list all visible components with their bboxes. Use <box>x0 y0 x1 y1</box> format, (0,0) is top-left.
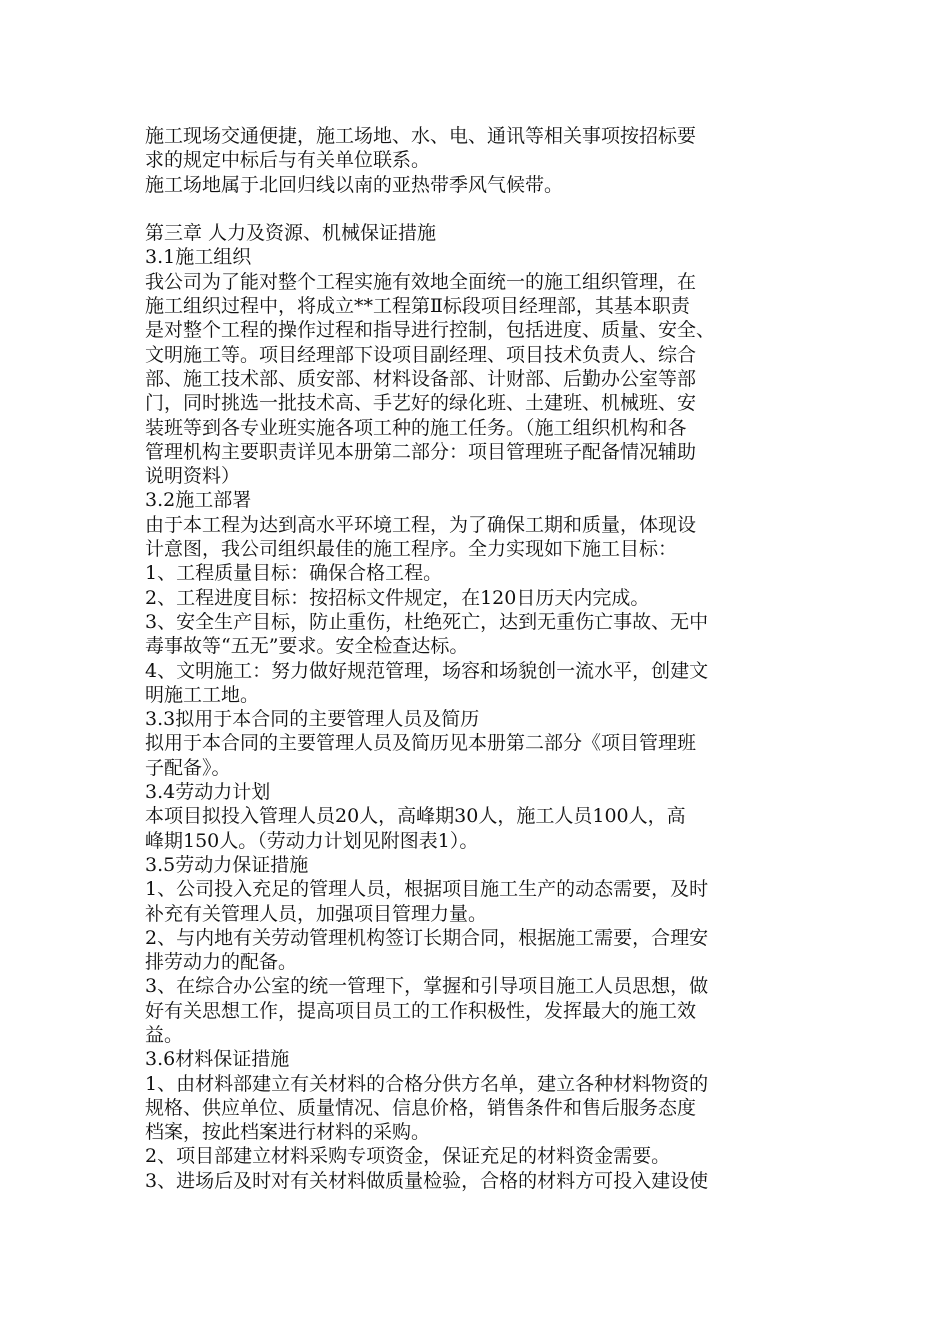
text-line: 由于本工程为达到高水平环境工程，为了确保工期和质量，体现设 <box>145 513 697 536</box>
text-line: 2、工程进度目标：按招标文件规定，在120日历天内完成。 <box>145 586 650 609</box>
text-line: 3、在综合办公室的统一管理下，掌握和引导项目施工人员思想，做 <box>145 975 709 998</box>
text-line: 计意图，我公司组织最佳的施工程序。全力实现如下施工目标： <box>145 538 678 561</box>
text-line: 好有关思想工作，提高项目员工的工作积极性，发挥最大的施工效 <box>145 999 697 1022</box>
text-line: 峰期150人。（劳动力计划见附图表1）。 <box>145 829 479 852</box>
text-line: 本项目拟投入管理人员20人，高峰期30人，施工人员100人，高 <box>145 805 686 828</box>
text-line: 施工场地属于北回归线以南的亚热带季风气候带。 <box>145 173 564 196</box>
text-line: 施工组织过程中，将成立**工程第Ⅱ标段项目经理部，其基本职责 <box>145 295 690 318</box>
text-line: 3、进场后及时对有关材料做质量检验，合格的材料方可投入建设使 <box>145 1169 709 1192</box>
text-line: 毒事故等“五无”要求。安全检查达标。 <box>145 635 469 658</box>
text-line: 施工现场交通便捷，施工场地、水、电、通讯等相关事项按招标要 <box>145 125 697 147</box>
text-line: 装班等到各专业班实施各项工种的施工任务。（施工组织机构和各 <box>145 416 687 439</box>
text-line: 明施工工地。 <box>145 683 260 706</box>
text-line: 我公司为了能对整个工程实施有效地全面统一的施工组织管理，在 <box>145 270 697 293</box>
text-line: 1、由材料部建立有关材料的合格分供方名单，建立各种材料物资的 <box>145 1072 709 1095</box>
text-line: 求的规定中标后与有关单位联系。 <box>145 149 431 172</box>
text-line: 3.4劳动力计划 <box>145 781 271 804</box>
text-line: 3.6材料保证措施 <box>145 1048 290 1071</box>
text-line: 规格、供应单位、质量情况、信息价格，销售条件和售后服务态度 <box>145 1096 697 1119</box>
text-line: 1、工程质量目标：确保合格工程。 <box>145 562 443 585</box>
text-line: 部、施工技术部、质安部、材料设备部、计财部、后勤办公室等部 <box>145 367 697 390</box>
text-line: 说明资料） <box>145 465 241 488</box>
text-line: 3.1施工组织 <box>145 246 252 269</box>
text-line: 文明施工等。项目经理部下设项目副经理、项目技术负责人、综合 <box>145 343 697 366</box>
text-line: 门，同时挑选一批技术高、手艺好的绿化班、土建班、机械班、安 <box>145 392 697 415</box>
text-line: 子配备》。 <box>145 756 231 779</box>
text-line: 3、安全生产目标，防止重伤，杜绝死亡，达到无重伤亡事故、无中 <box>145 610 709 633</box>
text-line: 益。 <box>145 1023 184 1046</box>
text-line: 3.3拟用于本合同的主要管理人员及简历 <box>145 708 480 731</box>
document-body <box>145 124 817 1193</box>
text-line: 3.2施工部署 <box>145 489 252 512</box>
text-line: 排劳动力的配备。 <box>145 951 298 974</box>
text-line: 管理机构主要职责详见本册第二部分：项目管理班子配备情况辅助 <box>145 440 697 463</box>
text-line: 1、公司投入充足的管理人员，根据项目施工生产的动态需要，及时 <box>145 878 709 901</box>
text-line: 补充有关管理人员，加强项目管理力量。 <box>145 902 488 925</box>
blank-line <box>145 197 817 221</box>
text-line: 第三章 人力及资源、机械保证措施 <box>145 222 437 245</box>
text-line: 是对整个工程的操作过程和指导进行控制，包括进度、质量、安全、 <box>145 319 716 342</box>
text-line: 档案，按此档案进行材料的采购。 <box>145 1121 431 1144</box>
text-line: 4、文明施工：努力做好规范管理，场容和场貌创一流水平，创建文 <box>145 659 709 682</box>
text-line: 拟用于本合同的主要管理人员及简历见本册第二部分《项目管理班 <box>145 732 697 755</box>
text-line: 2、项目部建立材料采购专项资金，保证充足的材料资金需要。 <box>145 1145 671 1168</box>
text-line: 3.5劳动力保证措施 <box>145 853 309 876</box>
text-line: 2、与内地有关劳动管理机构签订长期合同，根据施工需要，合理安 <box>145 926 709 949</box>
